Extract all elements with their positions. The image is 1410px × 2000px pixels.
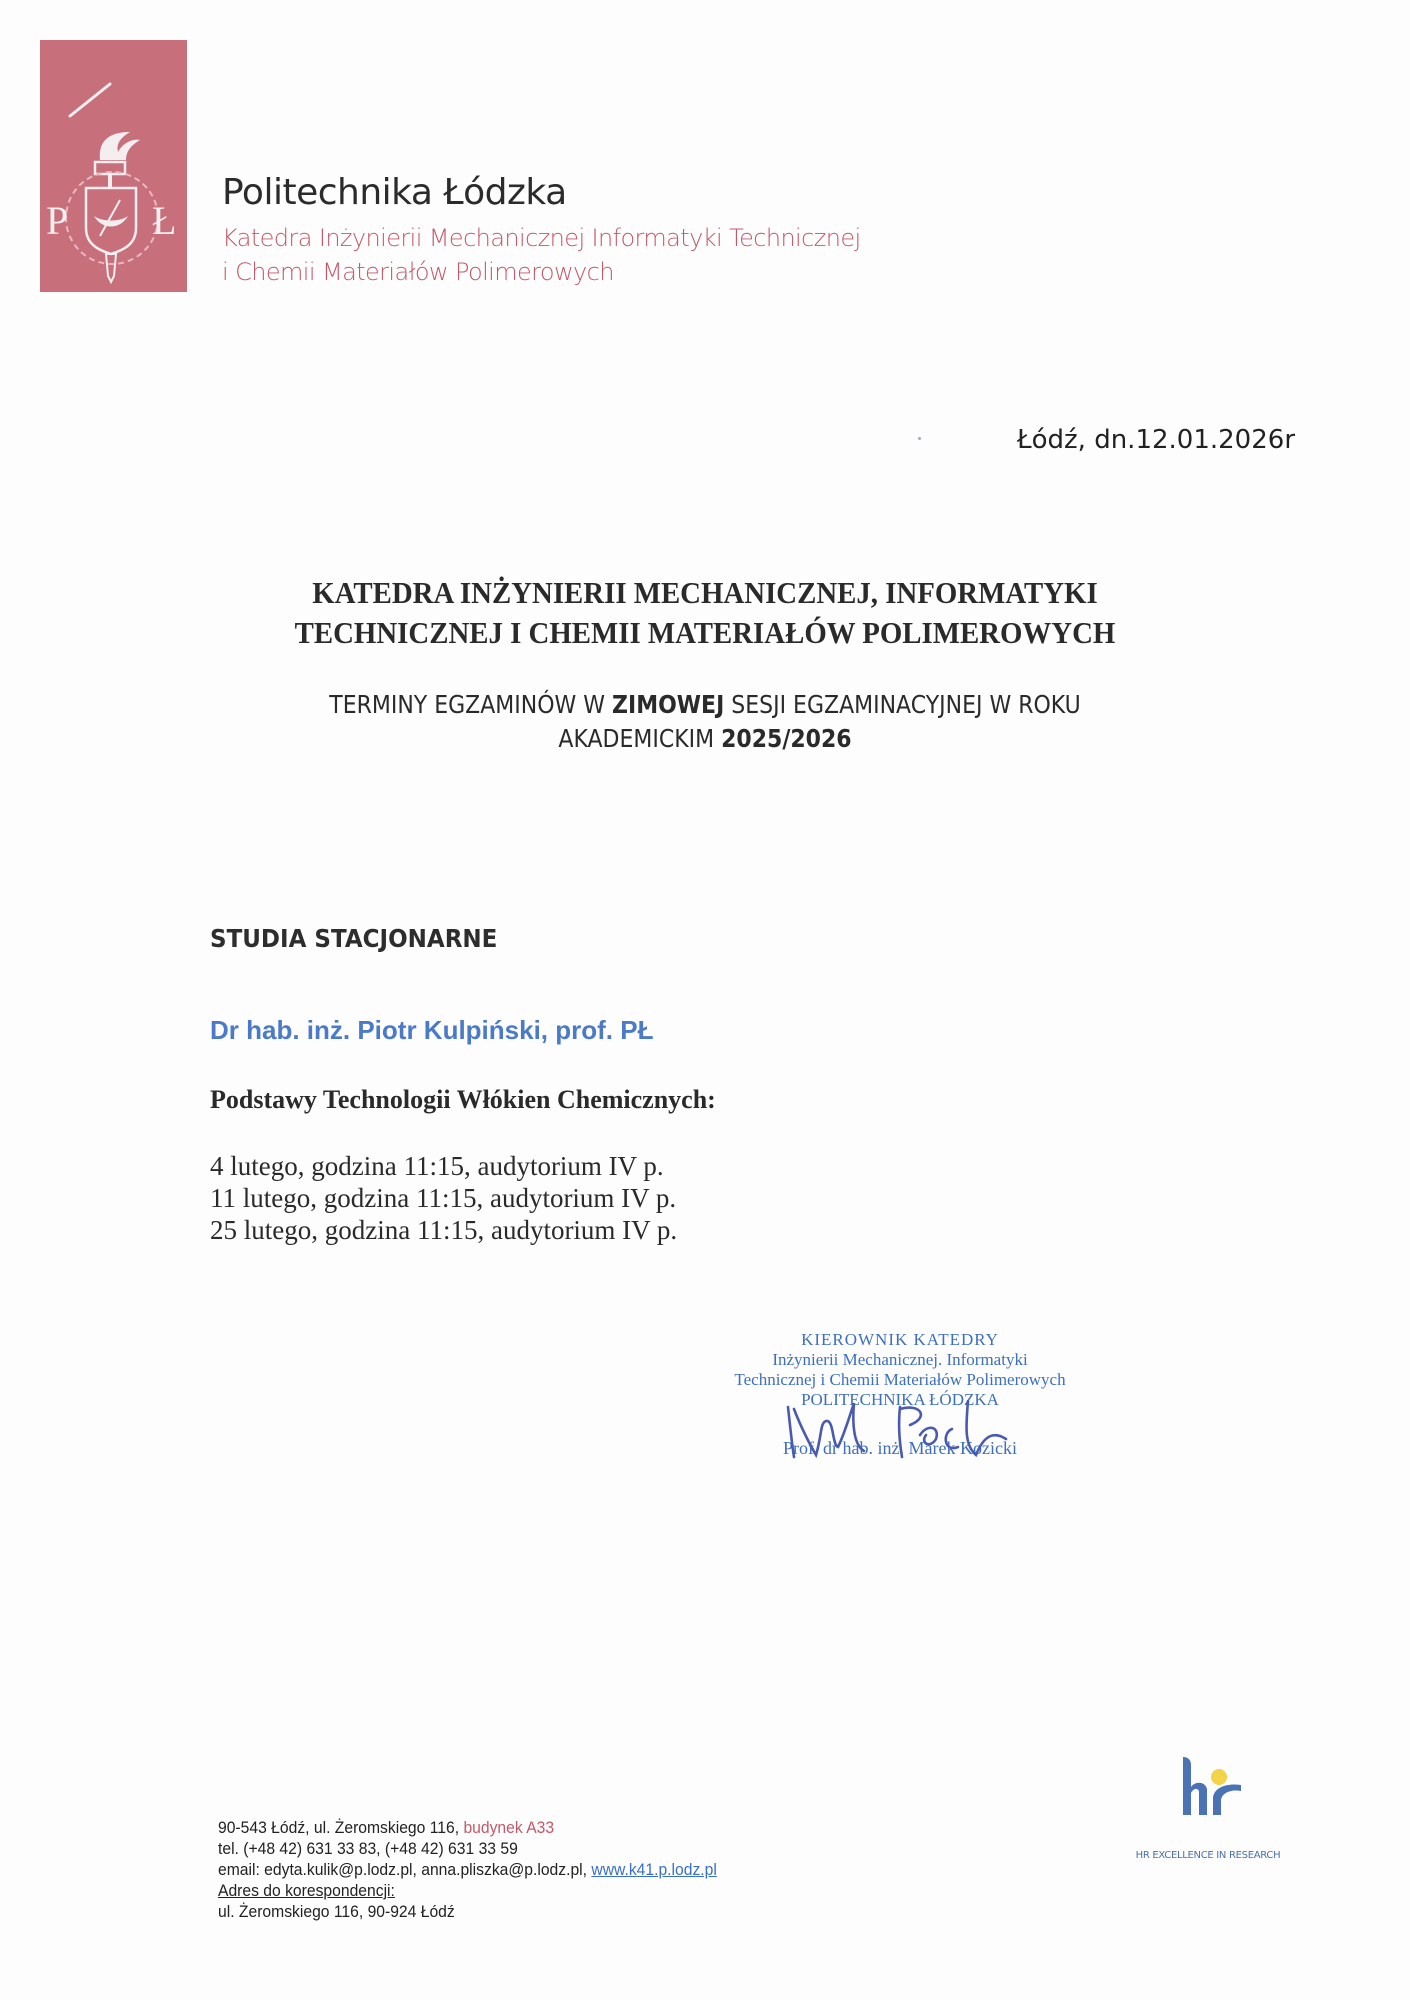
footer-email: [218, 1860, 717, 1881]
academic-year: 2025/2026: [721, 724, 852, 753]
footer-phone: tel. (+48 42) 631 33 83, (+48 42) 631 33 59: [218, 1840, 518, 1858]
website-link[interactable]: www.k41.p.lodz.pl: [591, 1861, 717, 1879]
stamp-signatory: Prof. dr hab. inż. Marek Kozicki: [783, 1438, 1017, 1458]
exam-date-item: 25 lutego, godzina 11:15, audytorium IV p.: [210, 1215, 678, 1245]
logo-letter-l: Ł: [152, 198, 177, 243]
stamp-line: Inżynierii Mechanicznej. Informatyki: [772, 1350, 1028, 1369]
stamp-line: POLITECHNIKA ŁÓDZKA: [801, 1390, 999, 1409]
footer-address: [218, 1818, 717, 1839]
document-date: Łódź, dn.12.01.2026r: [1017, 425, 1296, 455]
footer-contact: [218, 1818, 717, 1923]
session-name: ZIMOWEJ: [612, 690, 725, 719]
correspondence-address: ul. Żeromskiego 116, 90-924 Łódź: [218, 1903, 455, 1921]
hr-excellence-logo-icon: [1175, 1755, 1245, 1817]
torch-emblem-icon: [40, 40, 187, 292]
university-name: Politechnika Łódzka: [222, 172, 567, 213]
lecturer-name: Dr hab. inż. Piotr Kulpiński, prof. PŁ: [210, 1015, 654, 1045]
stamp-line: KIEROWNIK KATEDRY: [801, 1330, 999, 1349]
document-title-line-2: TECHNICZNEJ I CHEMII MATERIAŁÓW POLIMEROWYCH: [294, 615, 1116, 650]
exam-dates-list: [210, 1150, 677, 1246]
document-title-line-1: KATEDRA INŻYNIERII MECHANICZNEJ, INFORMATYKI: [312, 575, 1098, 610]
stamp-line: Technicznej i Chemii Materiałów Polimerowych: [734, 1370, 1066, 1389]
street-address: 90-543 Łódź, ul. Żeromskiego 116,: [218, 1819, 464, 1837]
subtitle-line-2: [85, 724, 1326, 753]
exam-date-item: 11 lutego, godzina 11:15, audytorium IV p.: [210, 1183, 677, 1213]
study-type-heading: STUDIA STACJONARNE: [210, 924, 498, 953]
department-line-2: i Chemii Materiałów Polimerowych: [222, 258, 614, 286]
correspondence-label: Adres do korespondencji:: [218, 1882, 395, 1900]
subtitle-line-1: [85, 690, 1326, 719]
email-addresses: email: edyta.kulik@p.lodz.pl, anna.pliszka@p.lodz.pl,: [218, 1861, 592, 1879]
subtitle-text: SESJI EGZAMINACYJNEJ W ROKU: [724, 690, 1081, 719]
university-logo: [40, 40, 187, 292]
subtitle-text: TERMINY EGZAMINÓW W: [329, 690, 613, 719]
exam-date-item: 4 lutego, godzina 11:15, audytorium IV p.: [210, 1151, 664, 1181]
department-line-1: Katedra Inżynierii Mechanicznej Informatyki Technicznej: [222, 224, 861, 252]
hr-excellence-caption: HR EXCELLENCE IN RESEARCH: [1135, 1850, 1281, 1861]
subtitle-text: AKADEMICKIM: [558, 724, 722, 753]
building-label: budynek A33: [463, 1819, 555, 1837]
course-name: Podstawy Technologii Włókien Chemicznych:: [210, 1085, 716, 1114]
logo-letter-p: P: [46, 198, 69, 243]
handwritten-signature-icon: [780, 1395, 1040, 1465]
scan-speck: [918, 437, 921, 440]
